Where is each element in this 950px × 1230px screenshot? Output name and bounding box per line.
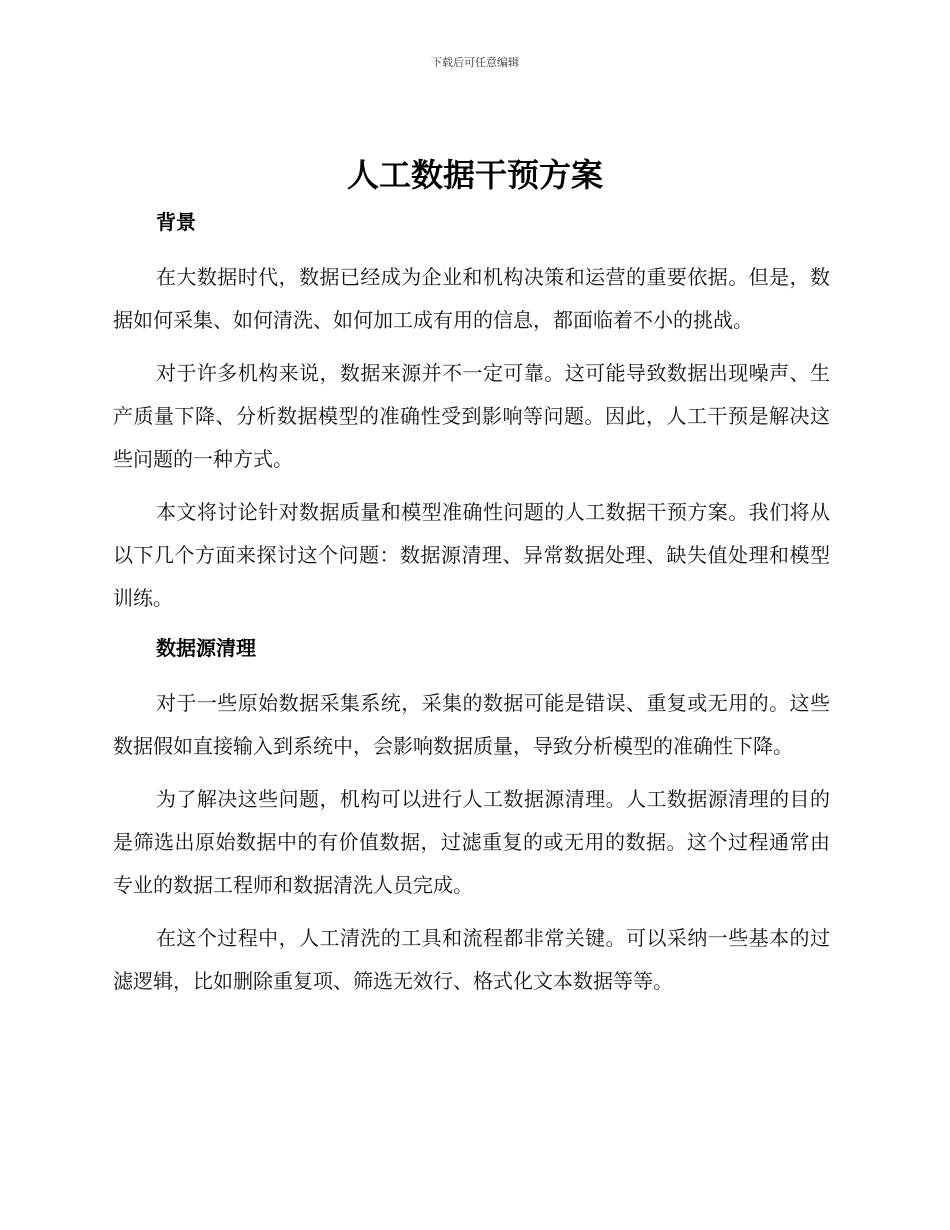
section-heading-data-source-cleaning: 数据源清理 <box>156 636 256 660</box>
document-body <box>113 204 830 1003</box>
paragraph: 为了解决这些问题，机构可以进行人工数据源清理。人工数据源清理的目的是筛选出原始数据中的有价值数据，过滤重复的或无用的数据。这个过程通常由专业的数据工程师和数据清洗人员完成。 <box>113 787 830 897</box>
paragraph: 本文将讨论针对数据质量和模型准确性问题的人工数据干预方案。我们将从以下几个方面来探讨这个问题：数据源清理、异常数据处理、缺失值处理和模型训练。 <box>113 500 830 610</box>
paragraph: 在这个过程中，人工清洗的工具和流程都非常关键。可以采纳一些基本的过滤逻辑，比如删除重复项、筛选无效行、格式化文本数据等等。 <box>113 926 830 993</box>
section-heading-background: 背景 <box>156 210 196 234</box>
paragraph: 对于许多机构来说，数据来源并不一定可靠。这可能导致数据出现噪声、生产质量下降、分析数据模型的准确性受到影响等问题。因此，人工干预是解决这些问题的一种方式。 <box>113 361 830 471</box>
header-note: 下载后可任意编辑 <box>431 56 519 69</box>
paragraph: 对于一些原始数据采集系统，采集的数据可能是错误、重复或无用的。这些数据假如直接输入到系统中，会影响数据质量，导致分析模型的准确性下降。 <box>113 691 830 758</box>
paragraph: 在大数据时代，数据已经成为企业和机构决策和运营的重要依据。但是，数据如何采集、如何清洗、如何加工成有用的信息，都面临着不小的挑战。 <box>113 265 830 332</box>
document-title: 人工数据干预方案 <box>346 156 603 194</box>
